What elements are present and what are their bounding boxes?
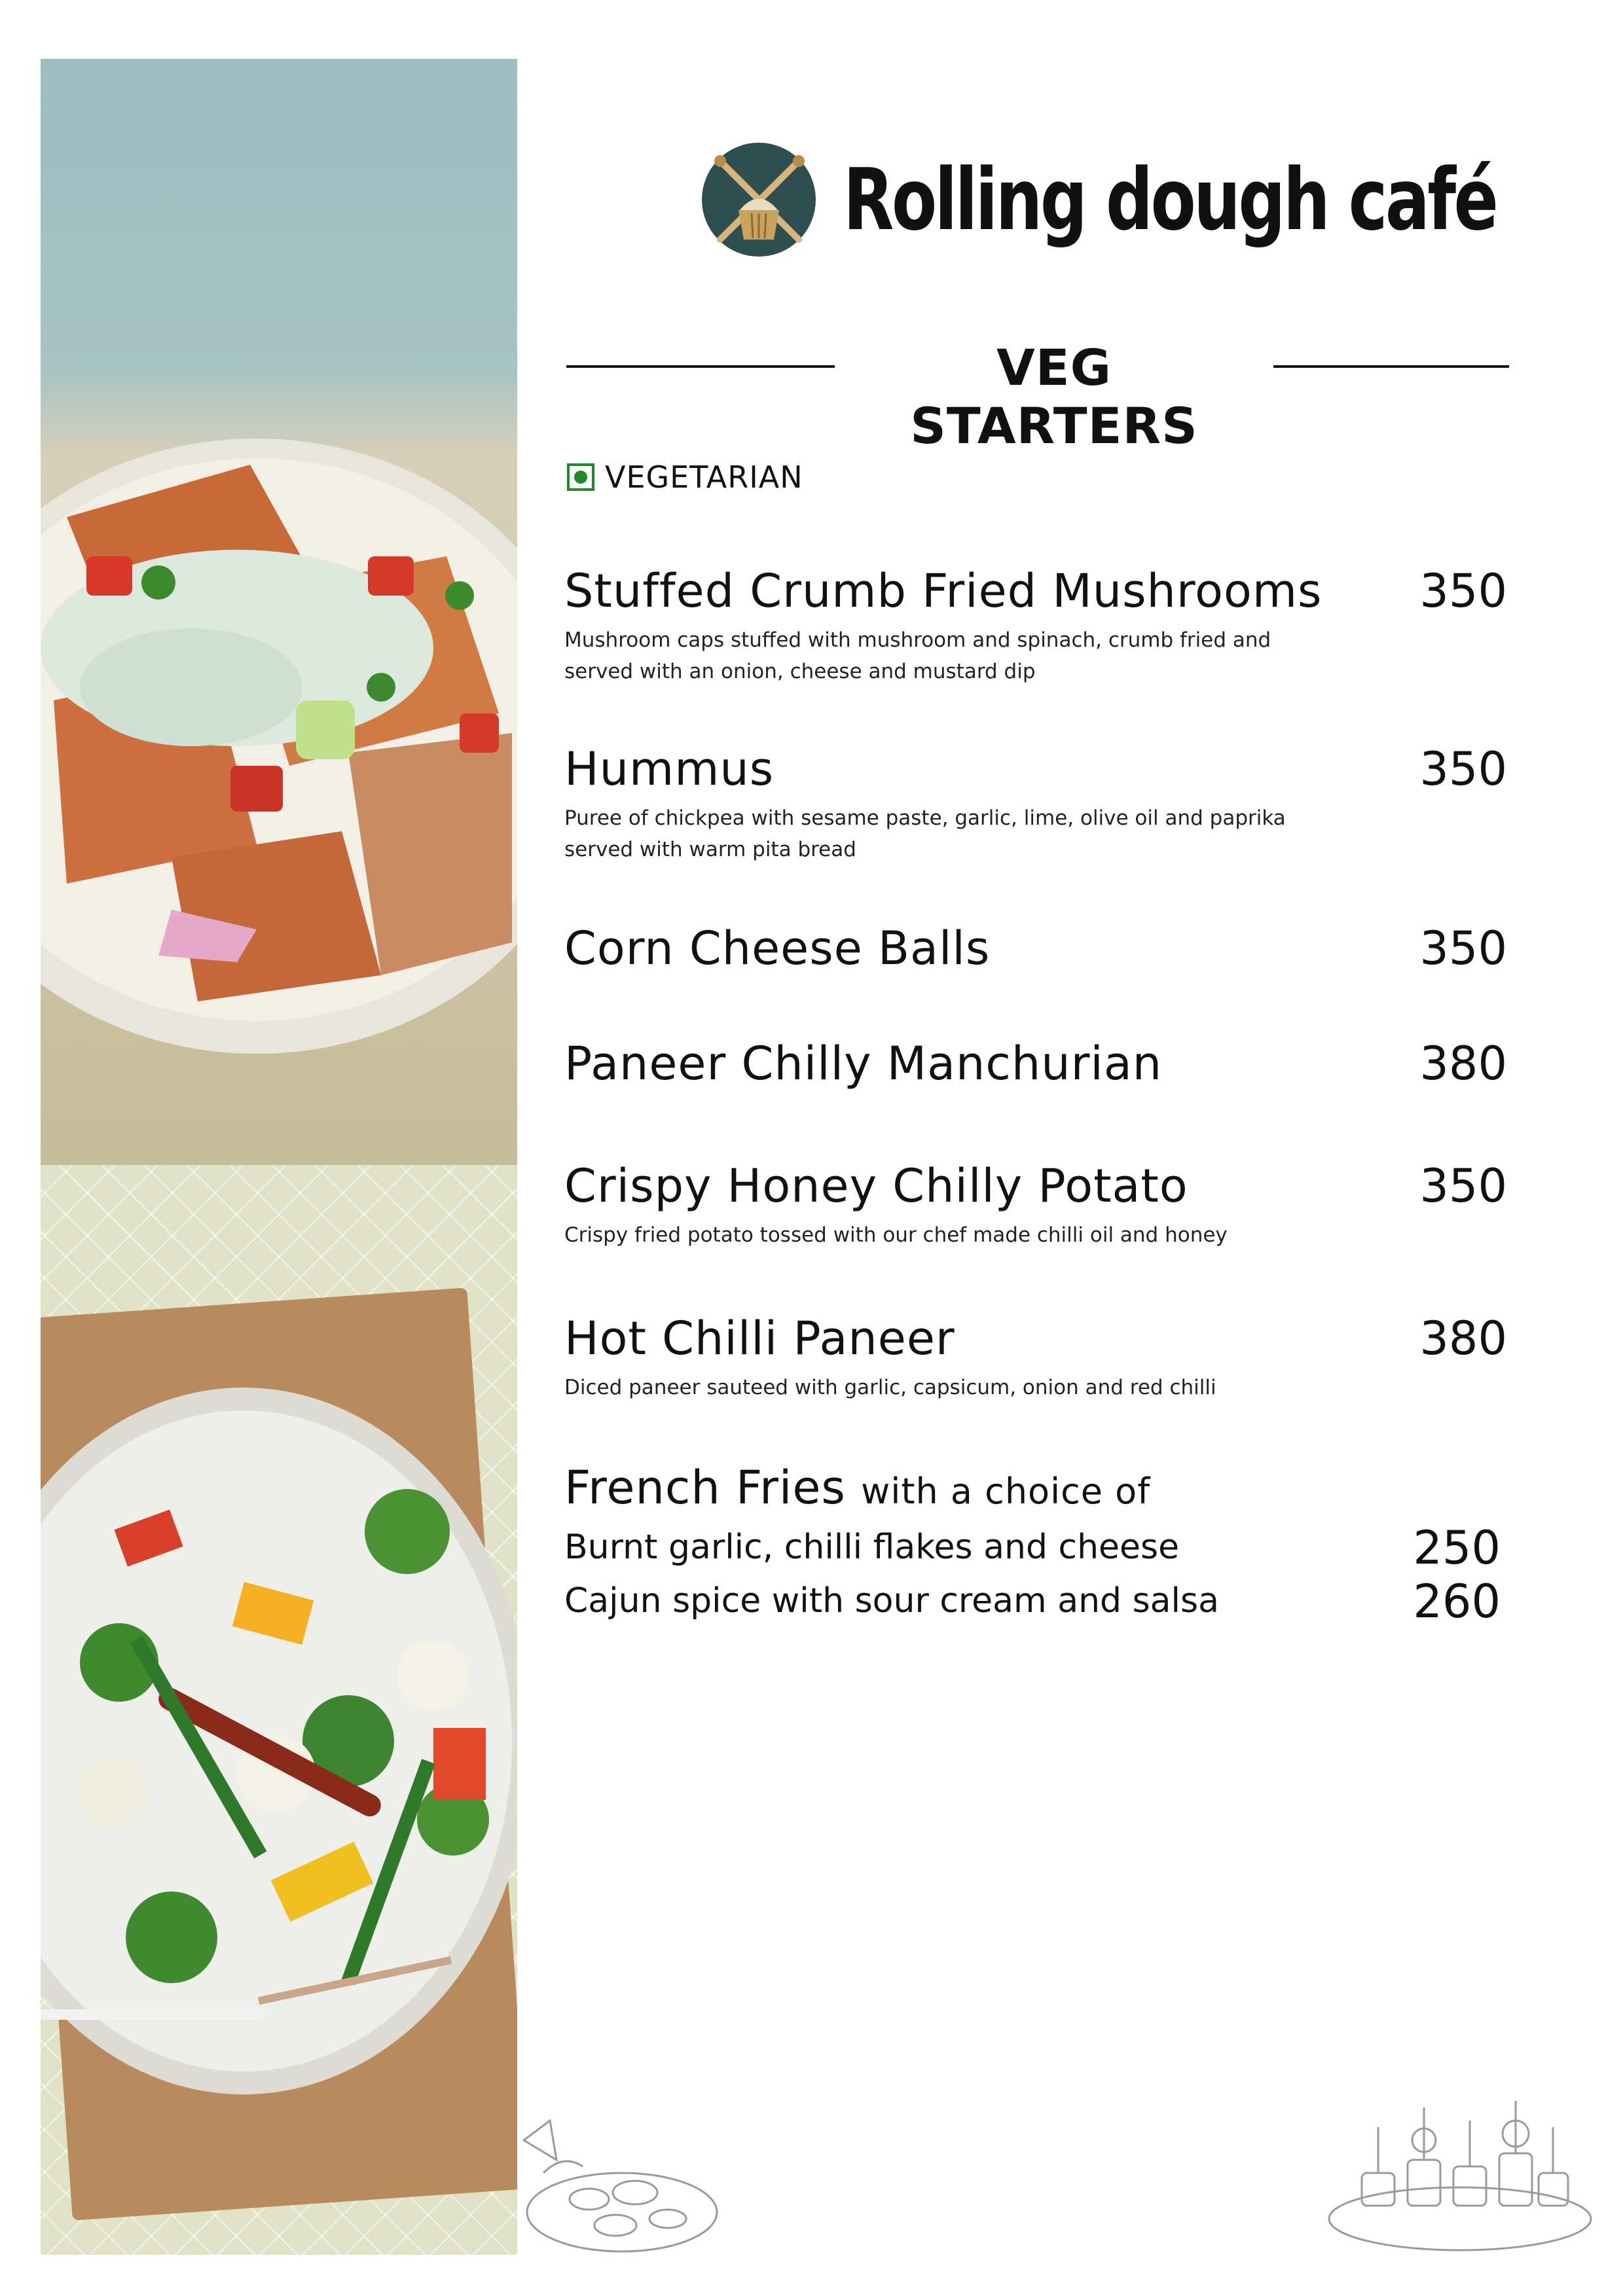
fries-option <box>564 1521 1507 1575</box>
item-price: 350 <box>1419 1159 1507 1213</box>
canape-sketch-right-icon <box>1322 2088 1597 2255</box>
option-label: Burnt garlic, chilli flakes and cheese <box>564 1528 1180 1567</box>
vegetarian-label: VEGETARIAN <box>605 459 803 495</box>
item-name: Paneer Chilly Manchurian <box>564 1037 1163 1090</box>
item-name: Crispy Honey Chilly Potato <box>564 1159 1188 1213</box>
item-suffix: with a choice of <box>861 1471 1151 1512</box>
nachos-illustration <box>41 59 517 1165</box>
option-price: 250 <box>1413 1521 1501 1575</box>
french-fries-title <box>564 1461 1507 1515</box>
nachos-photo <box>41 59 517 1165</box>
cafe-logo-lockup <box>701 134 1603 265</box>
food-sketch-left-icon <box>511 2114 720 2255</box>
section-title: VEG STARTERS <box>910 338 1198 455</box>
item-price: 380 <box>1419 1037 1507 1090</box>
item-description: Crispy fried potato tossed with our chef made chilli oil and honey <box>564 1223 1228 1247</box>
cafe-name: Rolling dough café <box>843 150 1497 249</box>
item-description: Puree of chickpea with sesame paste, garlic, lime, olive oil and paprika served with warm pita bread <box>564 806 1286 861</box>
item-name: Stuffed Crumb Fried Mushrooms <box>564 564 1322 618</box>
item-price: 380 <box>1419 1312 1507 1365</box>
veg-stirfry-photo <box>41 1165 517 2255</box>
veg-symbol-icon <box>567 463 594 491</box>
item-price: 350 <box>1419 742 1507 796</box>
heading-rule-left <box>566 365 835 368</box>
item-description: Mushroom caps stuffed with mushroom and spinach, crumb fried and served with an onion, cheese and mustard dip <box>564 628 1271 683</box>
heading-rule-right <box>1273 365 1509 368</box>
menu-item <box>564 1037 1507 1090</box>
menu-item <box>564 1312 1507 1403</box>
item-description: Diced paneer sauteed with garlic, capsicum, onion and red chilli <box>564 1376 1216 1399</box>
option-price: 260 <box>1413 1575 1501 1628</box>
section-heading <box>566 331 1509 455</box>
food-photo-column <box>41 59 517 2255</box>
item-name: Corn Cheese Balls <box>564 922 991 975</box>
stirfry-illustration <box>41 1165 517 2255</box>
rolling-pin-logo-icon <box>701 141 817 258</box>
menu-item <box>564 922 1507 975</box>
fries-option <box>564 1575 1507 1628</box>
item-name: Hot Chilli Paneer <box>564 1312 955 1365</box>
item-name: French Fries <box>564 1461 846 1515</box>
menu-item <box>564 1159 1507 1251</box>
menu-item <box>564 742 1507 865</box>
item-price: 350 <box>1419 922 1507 975</box>
item-price: 350 <box>1419 564 1507 618</box>
menu-item <box>564 564 1507 687</box>
french-fries-item <box>564 1461 1507 1628</box>
item-name: Hummus <box>564 742 775 796</box>
vegetarian-legend <box>567 459 803 495</box>
option-label: Cajun spice with sour cream and salsa <box>564 1581 1219 1621</box>
